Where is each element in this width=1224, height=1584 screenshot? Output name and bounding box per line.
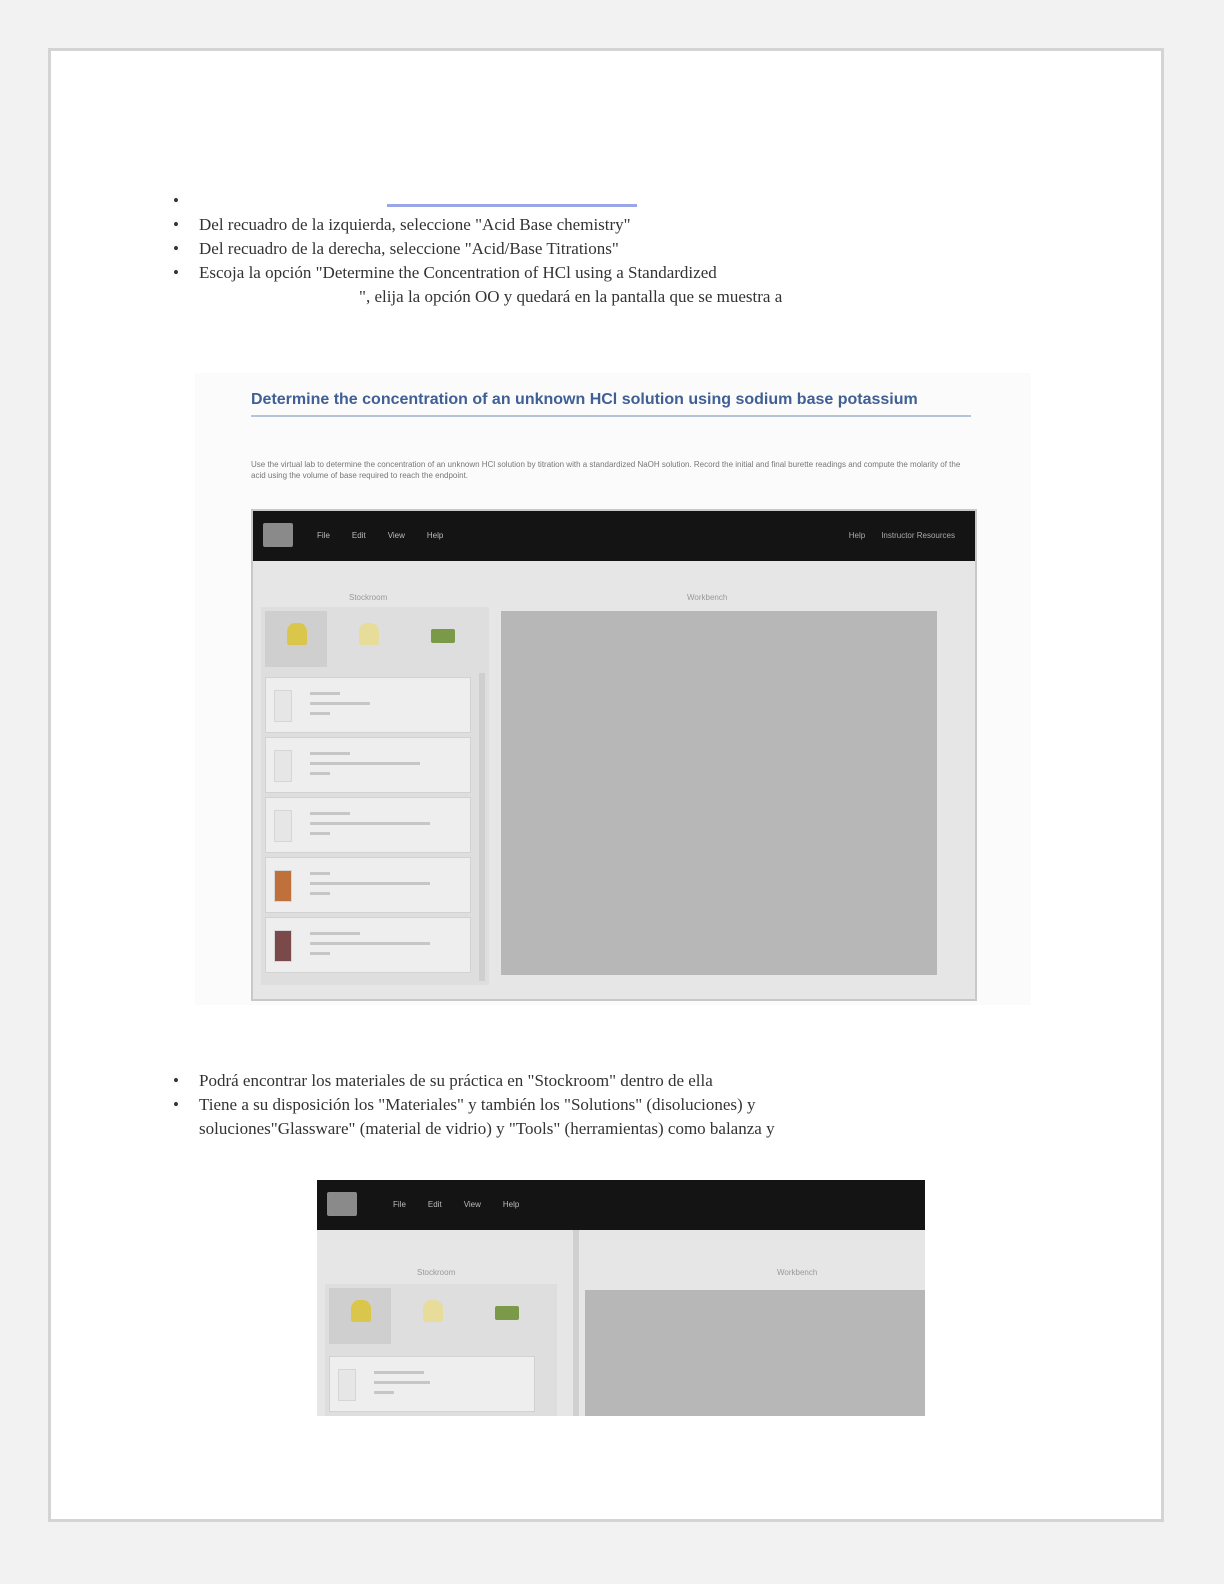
balance-icon — [495, 1306, 519, 1320]
bullet-icon: • — [173, 263, 179, 282]
stockroom-title: Stockroom — [349, 593, 388, 602]
stockroom-item-card[interactable] — [265, 797, 471, 853]
flask-icon — [351, 1300, 371, 1322]
workbench-title: Workbench — [777, 1268, 818, 1277]
list-item — [167, 237, 1047, 261]
stockroom-categories — [329, 1288, 553, 1346]
list-item — [167, 1093, 1047, 1141]
logo-icon — [263, 523, 293, 547]
list-item — [167, 261, 1047, 309]
item-thumbnail — [274, 750, 292, 782]
stockroom-scrollbar[interactable] — [479, 673, 485, 981]
item-thumbnail — [274, 930, 292, 962]
menu-item[interactable]: File — [317, 531, 330, 540]
item-thumbnail — [274, 810, 292, 842]
glassware-category-button[interactable] — [337, 611, 399, 667]
bullet-icon: • — [173, 1095, 179, 1114]
app-topbar — [317, 1180, 925, 1230]
list-item-text: Podrá encontrar los materiales de su práctica en "Stockroom" dentro de ella — [199, 1071, 713, 1090]
tools-category-button[interactable] — [409, 611, 471, 667]
stockroom-categories — [265, 611, 485, 669]
balance-icon — [431, 629, 455, 643]
stockroom-item-card[interactable] — [265, 917, 471, 973]
list-item-text: Del recuadro de la izquierda, seleccione "Acid Base chemistry" — [199, 215, 631, 234]
stockroom-title: Stockroom — [417, 1268, 456, 1277]
app-topbar — [253, 511, 975, 561]
hyperlink[interactable] — [387, 198, 637, 207]
beaker-icon — [359, 623, 379, 645]
instructor-link[interactable]: Instructor Resources — [881, 531, 955, 540]
app-menu — [317, 531, 443, 540]
topbar-links — [849, 531, 955, 540]
menu-item[interactable]: Edit — [427, 1200, 442, 1209]
bullet-icon: • — [173, 215, 179, 234]
screenshot-figure-1 — [195, 373, 1031, 1005]
workbench-title: Workbench — [687, 593, 728, 602]
list-item — [167, 1069, 1047, 1093]
list-item-text: Escoja la opción "Determine the Concentration of HCl using a Standardized — [199, 263, 717, 282]
virtual-lab-window-cropped — [317, 1180, 925, 1416]
menu-item[interactable]: View — [387, 531, 405, 540]
menu-item[interactable]: File — [393, 1200, 406, 1209]
app-menu — [393, 1200, 519, 1209]
flask-icon — [287, 623, 307, 645]
stockroom-item-card[interactable] — [265, 737, 471, 793]
list-item-continuation: soluciones"Glassware" (material de vidrio) y "Tools" (herramientas) como balanza y — [199, 1119, 775, 1138]
virtual-lab-window — [251, 509, 977, 1001]
stockroom-item-card[interactable] — [265, 677, 471, 733]
panel-divider — [573, 1230, 579, 1416]
tools-category-button[interactable] — [473, 1288, 535, 1344]
list-item — [167, 213, 1047, 237]
bullet-icon: • — [173, 239, 179, 258]
menu-item[interactable]: Help — [502, 1200, 520, 1209]
glassware-category-button[interactable] — [401, 1288, 463, 1344]
help-link[interactable]: Help — [848, 531, 866, 540]
chemicals-category-button[interactable] — [329, 1288, 391, 1344]
item-thumbnail — [274, 690, 292, 722]
workbench-area[interactable] — [585, 1290, 925, 1416]
item-thumbnail — [274, 870, 292, 902]
logo-icon — [327, 1192, 357, 1216]
item-thumbnail — [338, 1369, 356, 1401]
chemicals-category-button[interactable] — [265, 611, 327, 667]
beaker-icon — [423, 1300, 443, 1322]
list-item-text: Del recuadro de la derecha, seleccione "Acid/Base Titrations" — [199, 239, 619, 258]
menu-item[interactable]: Help — [426, 531, 444, 540]
workbench-area[interactable] — [501, 611, 937, 975]
stockroom-item-card[interactable] — [329, 1356, 535, 1412]
stockroom-panel — [261, 607, 489, 985]
menu-item[interactable]: Edit — [351, 531, 366, 540]
bullet-icon: • — [173, 191, 179, 210]
instructions-list-top — [167, 189, 1047, 309]
stockroom-item-card[interactable] — [265, 857, 471, 913]
menu-item[interactable]: View — [463, 1200, 481, 1209]
list-item — [167, 189, 1047, 213]
bullet-icon: • — [173, 1071, 179, 1090]
instructions-list-bottom — [167, 1069, 1047, 1141]
list-item-continuation: ", elija la opción OO y quedará en la pantalla que se muestra a — [359, 287, 783, 306]
list-item-text: Tiene a su disposición los "Materiales" y también los "Solutions" (disoluciones) y — [199, 1095, 756, 1114]
figure-description: Use the virtual lab to determine the concentration of an unknown HCl solution by titration with a standardized NaOH solution. Record the initial and final burette readings and compute the molarity of the acid using the volume of base required to reach the endpoint. — [251, 460, 961, 480]
figure-title: Determine the concentration of an unknown HCl solution using sodium base potassium — [251, 391, 971, 417]
stockroom-panel — [325, 1284, 557, 1416]
